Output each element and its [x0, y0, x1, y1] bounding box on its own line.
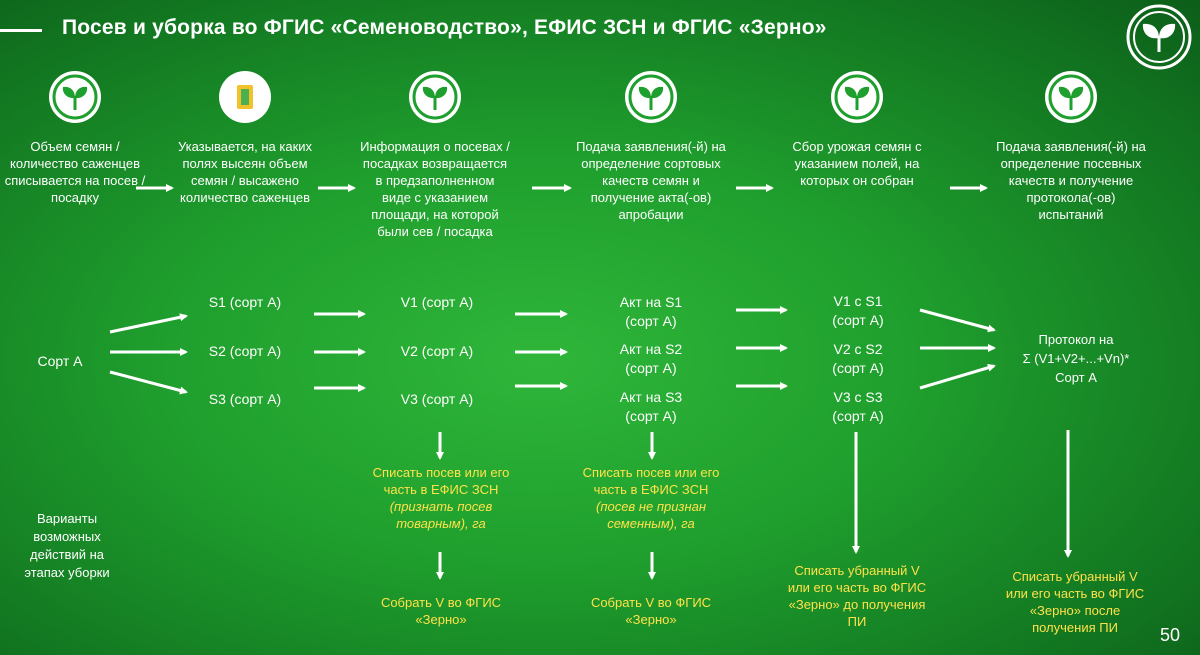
col4-collect-action: Собрать V во ФГИС «Зерно» [590, 595, 712, 627]
arrow [920, 366, 994, 388]
harvest-item: V2 с S2 (сорт А) [832, 341, 884, 376]
arrow [110, 316, 186, 332]
harvest-item: V1 с S1 (сорт А) [832, 293, 884, 328]
v-item: V2 (сорт А) [400, 343, 474, 359]
page-title: Посев и уборка во ФГИС «Семеноводство», ЕФИС ЗСН и ФГИС «Зерно» [62, 16, 827, 39]
variants-label: Варианты возможных действий на этапах уборки [24, 511, 110, 580]
step-6-text: Подача заявления(-й) на определение посевных качеств и получение протокола(-ов) испытаний [996, 139, 1146, 222]
v-item: V1 (сорт А) [400, 294, 474, 310]
source-sort: Сорт А [37, 353, 83, 369]
step-5-text: Сбор урожая семян с указанием полей, на которых он собран [792, 139, 922, 188]
col3-collect-action: Собрать V во ФГИС «Зерно» [380, 595, 502, 627]
act-item: Акт на S3 (сорт А) [619, 389, 683, 424]
step-1-text: Объем семян / количество саженцев списывается на посев / посадку [4, 139, 146, 205]
protocol-box: Протокол на Σ (V1+V2+...+Vn)* Сорт А [1022, 332, 1130, 385]
harvest-item: V3 с S3 (сорт А) [832, 389, 884, 424]
step-4-text: Подача заявления(-й) на определение сортовых качеств семян и получение акта(-ов) апробации [576, 139, 726, 222]
s-item: S1 (сорт А) [208, 294, 282, 310]
arrow [920, 310, 994, 330]
page-number: 50 [1160, 625, 1181, 645]
arrow [110, 372, 186, 392]
v-item: V3 (сорт А) [400, 391, 474, 407]
act-item: Акт на S2 (сорт А) [619, 341, 683, 376]
col6-writeoff-action: Списать убранный V или его часть во ФГИС «Зерно» после получения ПИ [1005, 569, 1145, 635]
s-item: S3 (сорт А) [208, 391, 282, 407]
col5-writeoff-action: Списать убранный V или его часть во ФГИС «Зерно» до получения ПИ [787, 563, 927, 629]
col3-writeoff-action: Списать посев или его часть в ЕФИС ЗСН (признать посев товарным), га [372, 465, 510, 531]
step-3-text: Информация о посевах / посадках возвращается в предзаполненном виде с указанием площади, на которой были сев / посадка [360, 139, 510, 239]
act-item: Акт на S1 (сорт А) [619, 294, 683, 329]
col4-writeoff-action: Списать посев или его часть в ЕФИС ЗСН (посев не признан семенным), га [582, 465, 720, 531]
s-item: S2 (сорт А) [208, 343, 282, 359]
step-2-text: Указывается, на каких полях высеян объем семян / высажено количество саженцев [177, 139, 313, 205]
